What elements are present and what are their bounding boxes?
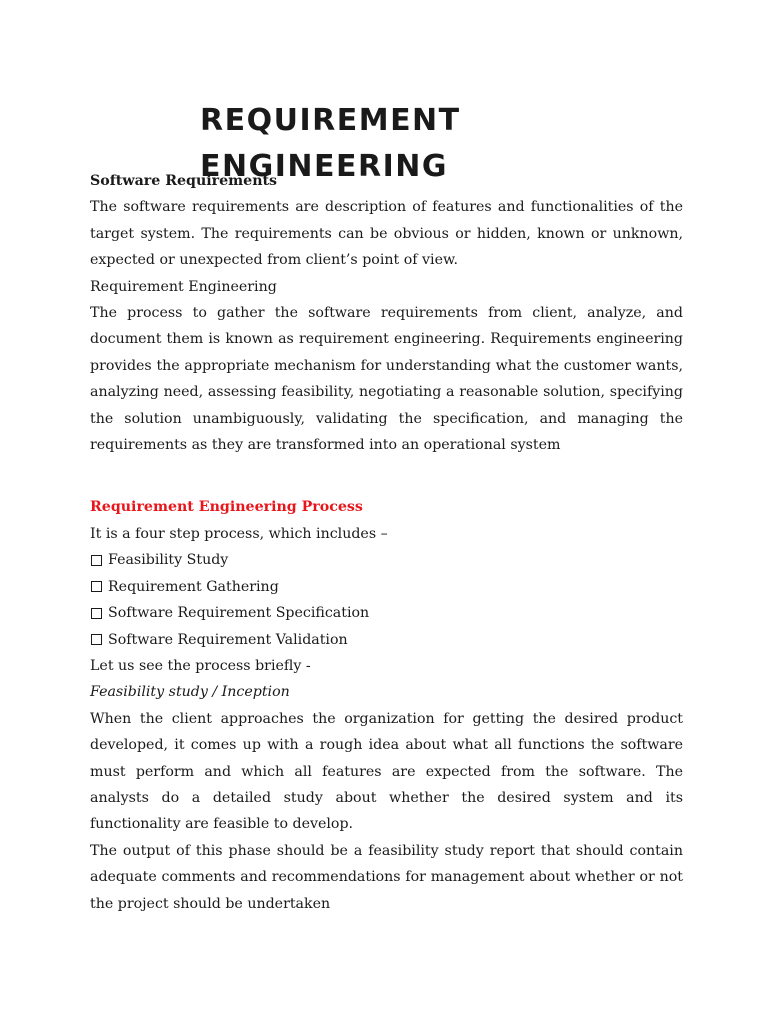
document-body: [90, 168, 683, 917]
process-outro: Let us see the process briefly -: [90, 657, 311, 674]
process-step-label: Software Requirement Specification: [108, 605, 370, 622]
checkbox-icon: [91, 581, 102, 592]
process-step-label: Software Requirement Validation: [108, 631, 348, 648]
feasibility-heading: Feasibility study / Inception: [90, 684, 290, 701]
title-line-1: REQUIREMENT: [200, 103, 461, 138]
requirement-engineering-heading: Requirement Engineering: [90, 278, 277, 295]
software-requirements-paragraph: The software requirements are description of features and functionalities of the target system. The requirements can be obvious or hidden, known or unknown, expected or unexpected from client’s point of view.: [90, 199, 683, 269]
requirement-engineering-paragraph: The process to gather the software requirements from client, analyze, and document them is known as requirement engineering. Requirements engineering provides the appropriate mechanism for understanding what the customer wants, analyzing need, assessing feasibility, negotiating a reasonable solution, specifying the solution unambiguously, validating the specification, and managing the requirements as they are transformed into an operational system: [90, 305, 683, 454]
checkbox-icon: [91, 608, 102, 619]
process-step: [90, 547, 683, 573]
process-step-label: Requirement Gathering: [108, 578, 279, 595]
checkbox-icon: [91, 634, 102, 645]
checkbox-icon: [91, 555, 102, 566]
process-step: [90, 600, 683, 626]
process-intro: It is a four step process, which includes –: [90, 525, 388, 542]
title-line-2: ENGINEERING: [200, 149, 448, 184]
process-heading: Requirement Engineering Process: [90, 499, 363, 516]
process-step: [90, 574, 683, 600]
software-requirements-heading: Software Requirements: [90, 173, 278, 189]
feasibility-paragraph-1: When the client approaches the organization for getting the desired product developed, it comes up with a rough idea about what all functions the software must perform and which all features are expected from the software. The analysts do a detailed study about whether the desired system and its functionality are feasible to develop.: [90, 710, 683, 833]
feasibility-paragraph-2: The output of this phase should be a feasibility study report that should contain adequate comments and recommendations for management about whether or not the project should be undertaken: [90, 842, 683, 912]
process-step: [90, 627, 683, 653]
process-step-label: Feasibility Study: [108, 552, 229, 569]
